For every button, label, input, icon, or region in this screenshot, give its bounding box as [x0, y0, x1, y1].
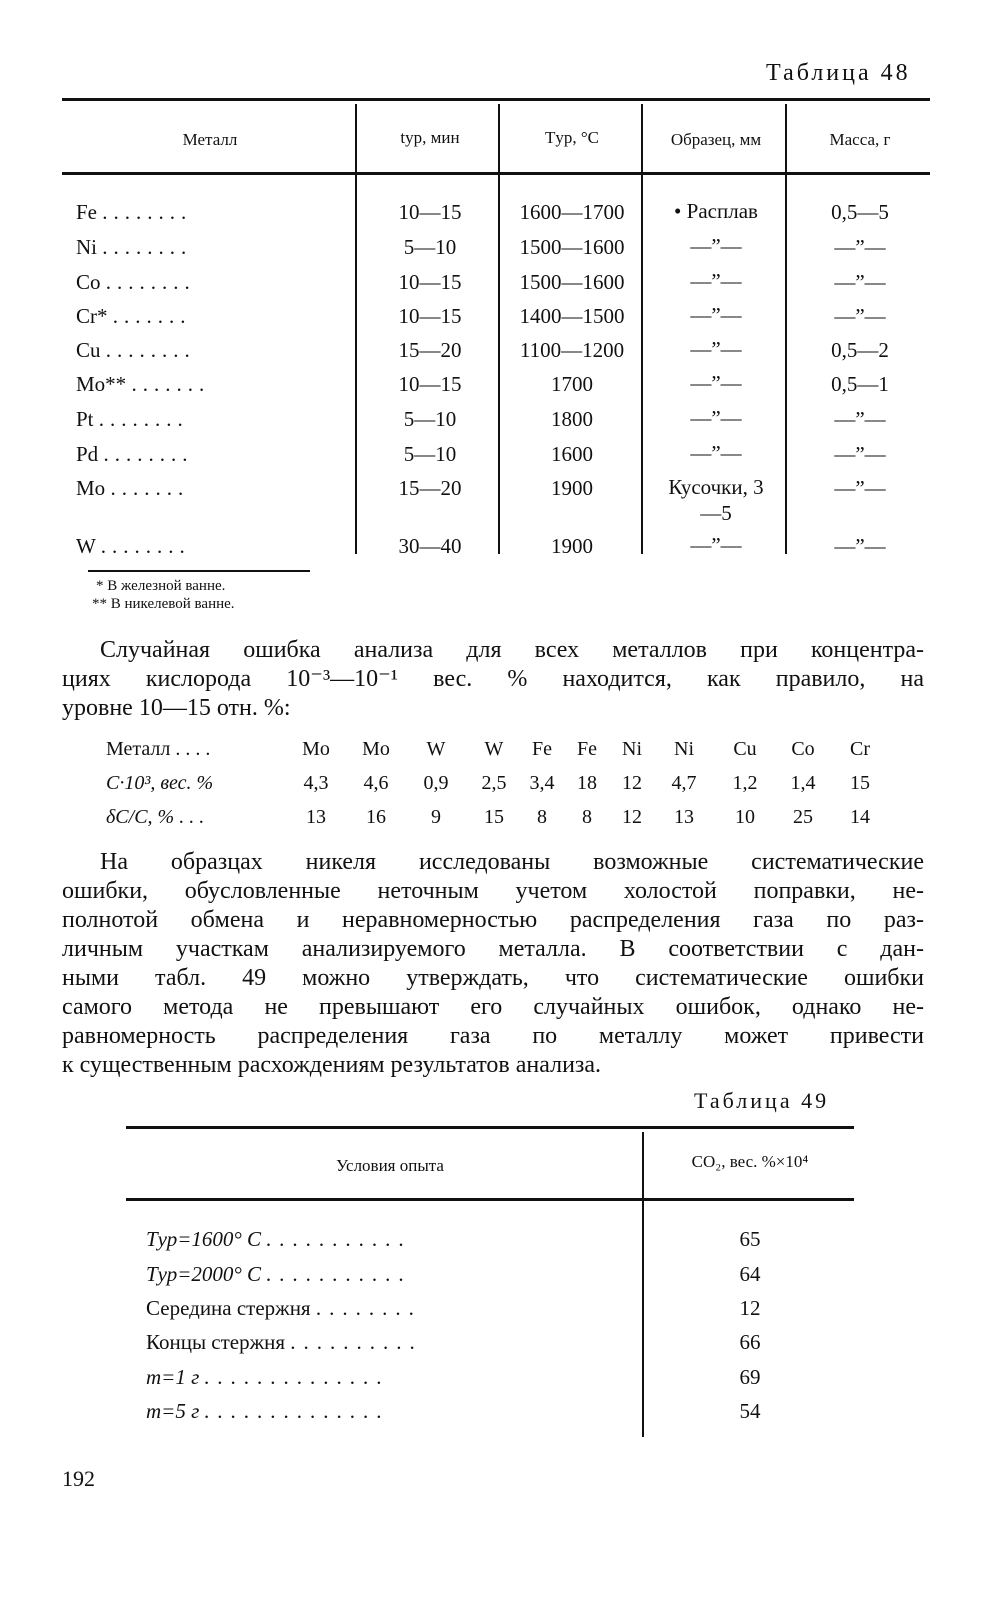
table48-row-mass: —”—	[834, 476, 886, 500]
table48-header-metal: Металл	[182, 130, 238, 149]
value-cell: 13	[306, 806, 326, 828]
table49-row-value: 69	[739, 1365, 761, 1389]
table48-header-time: tур, мин	[400, 128, 460, 147]
value-cell: 1,2	[732, 772, 758, 794]
table49-row-value: 65	[739, 1227, 761, 1251]
row-label: C·10³, вес. %	[106, 772, 214, 794]
value-cell: 16	[366, 806, 386, 828]
table48-row-metal: Co ........	[76, 270, 196, 294]
table48-caption: Таблица 48	[766, 60, 911, 86]
value-cell: 18	[577, 772, 597, 794]
text-line: равномерность распределения газа по металлу может привести	[62, 1023, 924, 1049]
metal-cell: Fe	[577, 738, 597, 760]
table48-row-temp: 1100—1200	[519, 338, 625, 362]
text-line: полнотой обмена и неравномерностью распределения газа по раз-	[62, 907, 924, 933]
table48-row-sample: Кусочки, 3—5	[668, 475, 764, 525]
table48-row-time: 30—40	[398, 534, 462, 558]
text-line: циях кислорода 10⁻³—10⁻¹ вес. % находится, как правило, на	[62, 666, 924, 692]
table48-row-temp: 1600	[551, 442, 593, 466]
table48-header-temp: Tур, °C	[544, 128, 600, 147]
footnote-nickel-bath: ** В никелевой ванне.	[92, 596, 235, 612]
footnote-rule	[88, 570, 310, 572]
value-cell: 4,6	[363, 772, 389, 794]
table48-row-sample: —”—	[690, 303, 742, 327]
table48-row-metal: Fe ........	[76, 200, 193, 224]
table48-row-time: 5—10	[403, 442, 457, 466]
metal-cell: Co	[791, 738, 815, 760]
table48-row-mass: 0,5—1	[831, 372, 889, 396]
text-line: к существенным расхождениям результатов анализа.	[62, 1052, 602, 1078]
table48-row-time: 5—10	[403, 407, 457, 431]
table48-top-rule	[62, 98, 930, 101]
table49-row-condition: Tур=1600° C ...........	[146, 1227, 413, 1251]
paragraph-random-error-cont	[62, 665, 924, 723]
text-line: На образцах никеля исследованы возможные систематические	[100, 849, 924, 875]
table49-header-oxygen: CO₂, вес. %×10⁴	[691, 1152, 809, 1171]
table48-header-sample: Образец, мм	[670, 130, 762, 149]
table48-row-metal: Pd ........	[76, 442, 194, 466]
table48-col-divider	[355, 104, 357, 554]
table48-row-time: 10—15	[398, 200, 462, 224]
value-cell: 10	[735, 806, 755, 828]
text-line: самого метода не превышают его случайных ошибок, однако не-	[62, 994, 924, 1020]
table48-row-temp: 1400—1500	[519, 304, 625, 328]
table48-row-temp: 1700	[551, 372, 593, 396]
value-cell: 3,4	[529, 772, 555, 794]
text-line: уровне 10—15 отн. %:	[62, 695, 291, 721]
metal-cell: Ni	[674, 738, 694, 760]
table48-row-temp: 1600—1700	[519, 200, 625, 224]
metal-cell: Cu	[733, 738, 757, 760]
value-cell: 15	[850, 772, 870, 794]
metal-cell: Fe	[532, 738, 552, 760]
metal-cell: W	[426, 738, 446, 760]
page-number: 192	[62, 1466, 95, 1491]
table48-col-divider	[785, 104, 787, 554]
text-line: ными табл. 49 можно утверждать, что систематические ошибки	[62, 965, 924, 991]
inline-row-relative-error	[106, 800, 888, 834]
table49-row-condition: Середина стержня ........	[146, 1296, 422, 1320]
table48-row-sample: • Расплав	[674, 199, 758, 223]
value-cell: 8	[582, 806, 592, 828]
text-line: ошибки, обусловленные неточным учетом холостой поправки, не-	[62, 878, 924, 904]
table48-row-time: 15—20	[398, 338, 462, 362]
table48-row-time: 10—15	[398, 304, 462, 328]
table48-row-mass: 0,5—5	[831, 200, 889, 224]
paragraph-random-error	[100, 636, 924, 665]
table48-row-sample: —”—	[690, 234, 742, 258]
table49-row-value: 12	[739, 1296, 761, 1320]
table49-row-condition: m=1 г ..............	[146, 1365, 391, 1389]
table48-row-temp: 1500—1600	[519, 235, 625, 259]
text-line: личным участкам анализируемого металла. В соответствии с дан-	[62, 936, 924, 962]
value-cell: 9	[431, 806, 441, 828]
table49-header-rule	[126, 1198, 854, 1201]
table48-row-time: 5—10	[403, 235, 457, 259]
table48-row-mass: 0,5—2	[831, 338, 889, 362]
table48-row-mass: —”—	[834, 407, 886, 431]
inline-row-metals	[106, 732, 888, 766]
table49-row-condition: Tур=2000° C ...........	[146, 1262, 413, 1286]
metal-cell: Mo	[362, 738, 390, 760]
table49-row-value: 54	[739, 1399, 761, 1423]
table48-row-sample: —”—	[690, 533, 742, 557]
table48-row-metal: Cu ........	[76, 338, 196, 362]
table48-row-mass: —”—	[834, 235, 886, 259]
metal-cell: W	[484, 738, 504, 760]
table48-row-time: 10—15	[398, 372, 462, 396]
value-cell: 4,3	[303, 772, 329, 794]
table48-row-metal: Ni ........	[76, 235, 193, 259]
table49-col-divider	[642, 1132, 644, 1437]
table49-caption: Таблица 49	[694, 1088, 830, 1113]
table48-row-metal: Cr* .......	[76, 304, 192, 328]
text-line: Случайная ошибка анализа для всех металлов при концентра-	[100, 637, 924, 663]
paragraph-systematic-error	[62, 877, 924, 1080]
value-cell: 15	[484, 806, 504, 828]
table48-row-mass: —”—	[834, 442, 886, 466]
metal-cell: Mo	[302, 738, 330, 760]
table49-row-value: 66	[739, 1330, 761, 1354]
table49-header-conditions: Условия опыта	[336, 1156, 444, 1175]
table49-row-condition: m=5 г ..............	[146, 1399, 391, 1423]
value-cell: 12	[622, 806, 642, 828]
table48-row-metal: Mo .......	[76, 476, 190, 500]
inline-error-table	[106, 732, 888, 834]
paragraph-systematic-error-first	[100, 848, 924, 877]
value-cell: 4,7	[671, 772, 697, 794]
value-cell: 13	[674, 806, 694, 828]
table48-row-temp: 1900	[551, 476, 593, 500]
table48-row-time: 10—15	[398, 270, 462, 294]
table48-row-mass: —”—	[834, 534, 886, 558]
table48-row-time: 15—20	[398, 476, 462, 500]
table48-row-mass: —”—	[834, 270, 886, 294]
table48-row-metal: W ........	[76, 534, 191, 558]
table48-row-metal: Mo** .......	[76, 372, 211, 396]
table48-header-rule	[62, 172, 930, 175]
value-cell: 8	[537, 806, 547, 828]
row-label: δC/C, % . . .	[106, 806, 205, 828]
value-cell: 12	[622, 772, 642, 794]
table48-header-mass: Масса, г	[829, 130, 891, 149]
table48-row-temp: 1800	[551, 407, 593, 431]
table48-row-sample: —”—	[690, 337, 742, 361]
table48-row-sample: —”—	[690, 371, 742, 395]
table48-row-mass: —”—	[834, 304, 886, 328]
table49-row-condition: Концы стержня ..........	[146, 1330, 423, 1354]
value-cell: 0,9	[423, 772, 449, 794]
value-cell: 25	[793, 806, 813, 828]
footnote-iron-bath: * В железной ванне.	[96, 578, 226, 594]
metal-cell: Cr	[850, 738, 870, 760]
row-label: Металл . . . .	[106, 738, 211, 760]
value-cell: 14	[850, 806, 870, 828]
table48-row-sample: —”—	[690, 406, 742, 430]
inline-row-concentration	[106, 766, 888, 800]
table48-row-metal: Pt ........	[76, 407, 189, 431]
table49-row-value: 64	[739, 1262, 761, 1286]
table48-row-sample: —”—	[690, 441, 742, 465]
table48-row-temp: 1500—1600	[519, 270, 625, 294]
table48-row-sample: —”—	[690, 269, 742, 293]
table48-row-temp: 1900	[551, 534, 593, 558]
table49-top-rule	[126, 1126, 854, 1129]
value-cell: 2,5	[481, 772, 507, 794]
value-cell: 1,4	[790, 772, 816, 794]
metal-cell: Ni	[622, 738, 642, 760]
